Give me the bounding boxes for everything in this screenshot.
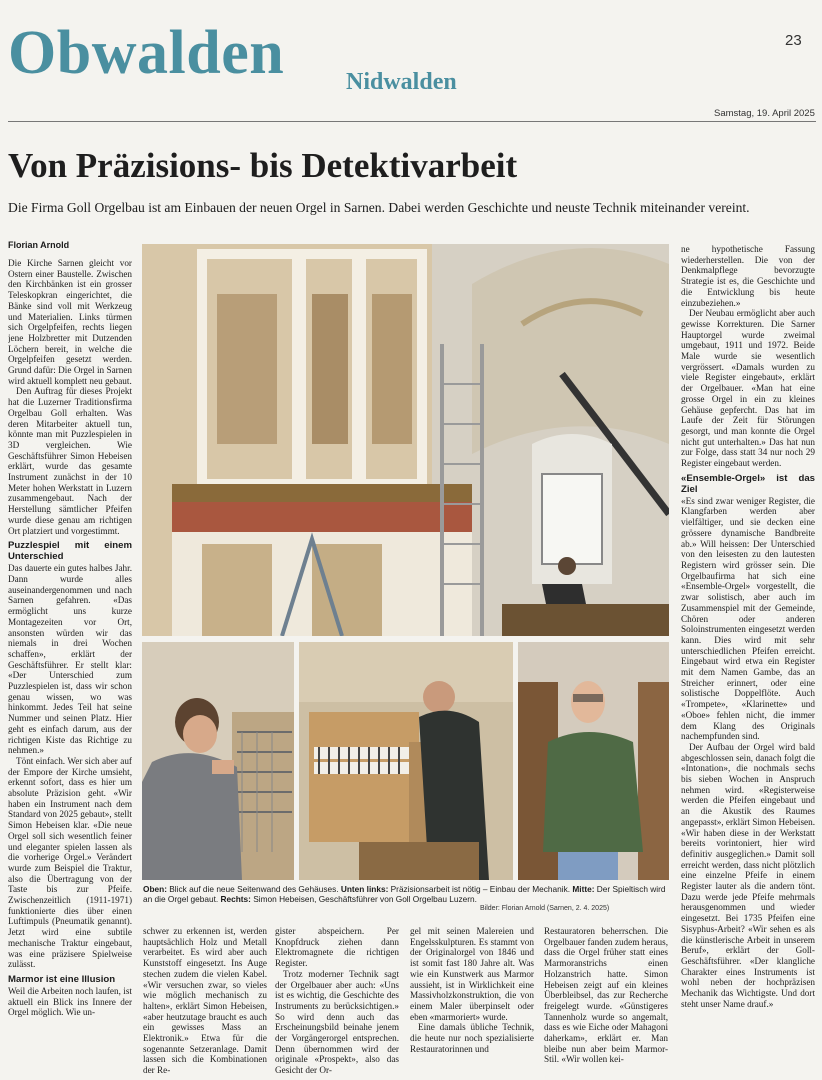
paragraph: schwer zu erkennen ist, werden hauptsächlich Holz und Metall verarbeitet. Es wird aber auch Kunststoff eingesetzt. Ins Auge stechen zudem die vielen Kabel. «Wir versuchen zwar, so vieles wie möglich mechanisch zu halten», erklärt Simon Hebeisen, «aber heutzutage braucht es auch ein gewisses Mass an Elektronik.» Etwa für die sogenannte Setzeranlage. Damit lassen sich die Kombinationen der Re- (143, 926, 267, 1076)
article-headline: Von Präzisions- bis Detektivarbeit (8, 146, 518, 185)
masthead-title: Obwalden (8, 19, 285, 87)
paragraph: Den Auftrag für dieses Projekt hat die Luzerner Traditionsfirma Orgelbau Goll erhalten. Was deren Mitarbeiter aktuell tun, könnte man mit Puzzlespielen in 3D vergleichen. Wie Geschäftsführer Simon Hebeisen erklärt, wurde das gesamte Instrument zunächst in der 10 Meter hohen Werkstatt in Luzern zusammengebaut. Nach der Herstellung sämtlicher Pfeifen wurde diese genau am richtigen Ort platziert und vorgestimmt. (8, 386, 132, 536)
photo-portrait (518, 642, 669, 880)
caption-text: Blick auf die neue Seitenwand des Gehäuses. (166, 884, 341, 894)
photo-organ-case (142, 244, 669, 636)
photo-mechanics-image (142, 642, 294, 880)
issue-date: Samstag, 19. April 2025 (714, 108, 815, 119)
caption-text: Der Spieltisch wird an die Orgel gebaut. (143, 884, 666, 904)
photo-organ-case-image (142, 244, 669, 636)
byline: Florian Arnold (8, 240, 70, 250)
column-1 (8, 258, 132, 1080)
paragraph: Der Aufbau der Orgel wird bald abgeschlossen sein, danach folgt die «Intonation», die nochmals sechs bis sieben Wochen in Anspruch nehmen wird. «Registerweise werden die Pfeifen eingebaut und an die Akustik des Raumes angepasst», erklärt Simon Hebeisen. «Wir haben diese in der Werkstatt bereits vorintoniert, hier wird definitiv ausgeglichen.» Damit soll erreicht werden, dass nicht plötzlich eine einzelne Pfeife in einem Register lauter als die andern tönt. Dazu werde jede Pfeife mehrmals herausgenommen und wieder eingesetzt. Bei 1735 Pfeifen eine Sisyphus-Arbeit? «Wir sehen es als die künstlerische Arbeit in unserem Beruf», erklärt der Goll-Geschäftsführer. «Der klangliche Charakter eines Instruments ist wohl neben der hochpräzisen Mechanik das Wichtigste. Und dort steht unser Name drauf.» (681, 741, 815, 1009)
paragraph: Restauratoren beherrschen. Die Orgelbauer fanden zudem heraus, dass die Orgel früher statt eines Marmoranstrichs einen Holzanstrich hatte. Simon Hebeisen zeigt auf ein kleines Überbleibsel, das zur Recherche freigelegt wurde. «Günstigeres Tannenholz wurde so angemalt, dass es wie Eiche oder Mahagoni daherkam», erklärt er. Man bleibe nun aber beim Marmor-Stil. «Wir wollen kei- (544, 926, 668, 1065)
masthead-subtitle: Nidwalden (346, 69, 457, 95)
paragraph: gel mit seinen Malereien und Engelsskulpturen. Es stammt von der Originalorgel von 1846 und ist somit fast 180 Jahre alt. Was wie ein Kunstwerk aus Marmor aussieht, ist in Wirklichkeit eine Massivholzkonstruktion, die von einem Maler überpinselt oder eben «marmoriert» wurde. (410, 926, 534, 1022)
photo-credit: Bilder: Florian Arnold (Sarnen, 2. 4. 2025) (480, 905, 610, 912)
caption-label: Oben: (143, 884, 167, 894)
column-3 (275, 926, 399, 1080)
paragraph: Der Neubau ermöglicht aber auch gewisse Korrekturen. Die Sarner Hauptorgel wurde zweimal umgebaut, 1911 und 1972. Beide Male wurde sie wesentlich vergrössert. «Damals wurden zu viele Register eingebaut», erklärt der Orgelbauer. «Man hat eine grosse Orgel in ein zu kleines Gehäuse gepfercht. Das hat im Laufe der Zeit für Störungen gesorgt, und man konnte die Orgel nicht gut unterhalten.» Das hat nun zur Folge, dass statt 34 nur noch 29 Register eingebaut werden. (681, 308, 815, 469)
paragraph: Weil die Arbeiten noch laufen, ist aktuell ein Blick ins Innere der Orgel möglich. Wie un- (8, 986, 132, 1018)
caption-text: Präzisionsarbeit ist nötig – Einbau der Mechanik. (388, 884, 573, 894)
photo-console (299, 642, 513, 880)
paragraph: Eine damals übliche Technik, die heute nur noch spezialisierte Restauratorinnen und (410, 1022, 534, 1054)
caption-text: Simon Hebeisen, Geschäftsführer von Goll Orgelbau Luzern. (250, 894, 477, 904)
paragraph: «Es sind zwar weniger Register, die Klangfarben werden aber vielfältiger, und sie decken eine grössere dynamische Bandbreite ab.» Will heissen: Der Unterschied von den leisesten zu den lautesten Registern wird grösser sein. Die Orgelbaufirma hat sich eine «Ensemble-Orgel» vorgestellt, die zwar solistisch, aber auch im Zusammenspiel mit der Gemeinde, Chören oder anderen Soloinstrumenten eingesetzt werden kann. Dies wird mit sehr unterschiedlichen Pfeifen erreicht. Eingebaut wird etwa ein Register mit dem Namen Gambe, das an Streicher erinnert, oder eine solistische Doppelflöte. Auch «Trompete», «Klarinette» und «Oboe» fehlen nicht, die immer dem Klang des Originals nachempfunden sind. (681, 495, 815, 742)
caption-label: Mitte: (572, 884, 595, 894)
photo-caption (143, 884, 669, 904)
column-5 (544, 926, 668, 1080)
column-4 (410, 926, 534, 1080)
paragraph: Die Kirche Sarnen gleicht vor Ostern einer Baustelle. Zwischen den Kirchbänken ist ein grosser Teleskopkran eingerichtet, die Bänke sind voll mit Werkzeug und Materialien. Links türmen sich Orgelpfeifen, rechts liegen jene Holzbretter mit Dutzenden Löchern bereit, in welche die Orgelpfeifen gesetzt werden. Grund dafür: Die Orgel in Sarnen wird aktuell komplett neu gebaut. (8, 258, 132, 386)
paragraph: Trotz moderner Technik sagt der Orgelbauer aber auch: «Uns ist es wichtig, die Geschichte des Instruments zu berücksichtigen.» So wird denn auch das Erscheinungsbild beinahe jenem der Vorgängerorgel entsprechen. Denn übernommen wird der originale «Prospekt», also das Gesicht der Or- (275, 968, 399, 1076)
paragraph: Tönt einfach. Wer sich aber auf der Empore der Kirche umsieht, erkennt sofort, dass es hier um absolute Präzision geht. «Wir haben ein Instrument nach dem Standard von 2025 gebaut», stellt Simon Hebeisen klar. «Die neue Orgel soll sich wesentlich feiner und eleganter spielen lassen als die vorherige Orgel.» Verändert wurde zum Beispiel die Traktur, also die Übertragung von der Taste bis zur Pfeife. Zwischenzeitlich (1911-1971) funktionierte dies über einen Luftimpuls (Pneumatik genannt). Jetzt wird eine subtile mechanische Traktur eingebaut, was eine präzisere Spielweise zulässt. (8, 755, 132, 970)
column-6 (681, 244, 815, 1080)
paragraph: gister abspeichern. Per Knopfdruck ziehen dann Elektromagnete die richtigen Register. (275, 926, 399, 969)
subheading: Marmor ist eine Illusion (8, 974, 116, 985)
paragraph: Das dauerte ein gutes halbes Jahr. Dann wurde alles auseinandergenommen und nach Sarnen gefahren. «Das ermöglicht uns kurze Montagezeiten vor Ort, ansonsten würden wir das niemals in drei Wochen schaffen», erklärt der Geschäftsführer. Er stellt klar: «Der Unterschied zum Puzzlespielen ist, dass wir schon genau wissen, wo was hinkommt. Jedes Teil hat seine Nummer und seinen Platz. Hier geht es einfach darum, aus der richtigen Kiste das Richtige zu nehmen.» (8, 563, 132, 756)
photo-console-image (299, 642, 513, 880)
paragraph: ne hypothetische Fassung wiederherstellen. Die von der Denkmalpflege bevorzugte Strategie ist es, die Geschichte und die Entwicklung bis heute einzubeziehen.» (681, 244, 815, 308)
article-lead: Die Firma Goll Orgelbau ist am Einbauen der neuen Orgel in Sarnen. Dabei werden Geschichte und neuste Technik miteinander vereint. (8, 200, 750, 215)
page-number: 23 (785, 32, 802, 49)
masthead-divider (8, 121, 816, 122)
subheading: Puzzlespiel mit einem Unterschied (8, 540, 132, 563)
photo-mechanics (142, 642, 294, 880)
subheading: «Ensemble-Orgel» ist das Ziel (681, 472, 815, 495)
photo-portrait-image (518, 642, 669, 880)
caption-label: Rechts: (220, 894, 251, 904)
column-2 (143, 926, 267, 1080)
caption-label: Unten links: (340, 884, 389, 894)
